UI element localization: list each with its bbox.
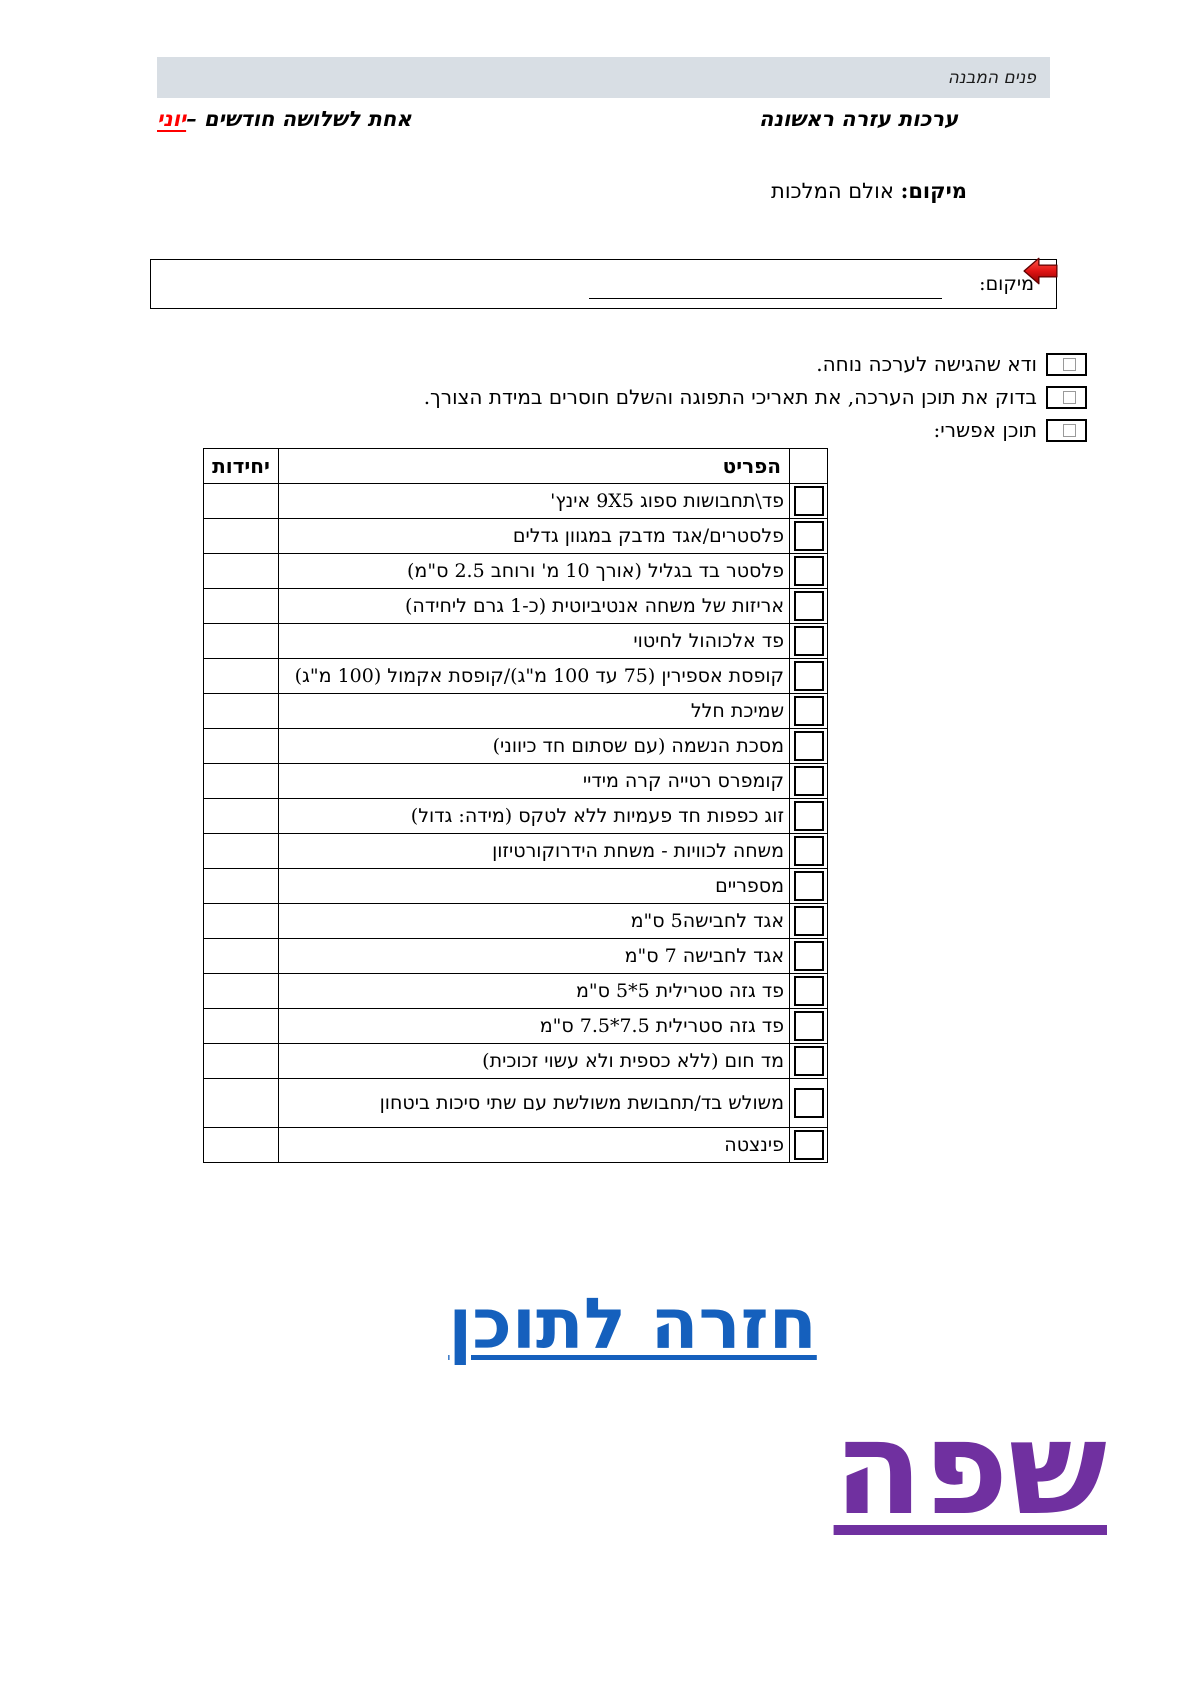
item-units-cell — [204, 1079, 279, 1128]
item-checkbox-cell — [790, 624, 828, 659]
item-checkbox-cell — [790, 589, 828, 624]
item-checkbox-cell — [790, 834, 828, 869]
item-units-cell — [204, 869, 279, 904]
table-row — [204, 869, 828, 904]
location-heading-label: מיקום: — [900, 178, 967, 203]
item-checkbox-cell — [790, 484, 828, 519]
item-checkbox[interactable] — [794, 976, 824, 1006]
item-name-cell: אגד לחבישה 7 ס"מ — [278, 939, 789, 974]
inspection-checklist — [424, 352, 1087, 451]
checkbox[interactable] — [1046, 353, 1087, 376]
item-checkbox[interactable] — [794, 626, 824, 656]
item-checkbox-cell — [790, 1009, 828, 1044]
item-checkbox-cell — [790, 939, 828, 974]
subheader-row — [157, 106, 958, 131]
item-checkbox[interactable] — [794, 836, 824, 866]
item-units-cell — [204, 939, 279, 974]
item-name-cell: אריזות של משחה אנטיביוטית (כ-1 גרם ליחידה) — [278, 589, 789, 624]
item-checkbox[interactable] — [794, 696, 824, 726]
item-checkbox-cell — [790, 869, 828, 904]
item-name-cell: פלסטר בד בגליל (אורך 10 מ' ורוחב 2.5 ס"מ) — [278, 554, 789, 589]
table-header-row — [204, 449, 828, 484]
item-name-cell: שמיכת חלל — [278, 694, 789, 729]
frequency-prefix: אחת לשלושה חודשים – — [186, 106, 412, 131]
item-checkbox-cell — [790, 554, 828, 589]
item-name-cell: פד גזה סטרילית 7.5*7.5 ס"מ — [278, 1009, 789, 1044]
item-name-cell: פד גזה סטרילית 5*5 ס"מ — [278, 974, 789, 1009]
item-units-cell — [204, 624, 279, 659]
item-checkbox-cell — [790, 764, 828, 799]
document-title: ערכות עזרה ראשונה — [759, 106, 958, 131]
table-row — [204, 589, 828, 624]
table-row — [204, 729, 828, 764]
item-checkbox[interactable] — [794, 801, 824, 831]
location-heading — [771, 178, 967, 203]
item-units-cell — [204, 974, 279, 1009]
table-row — [204, 1128, 828, 1163]
item-checkbox[interactable] — [794, 871, 824, 901]
checkbox-inner-box — [1063, 358, 1076, 371]
item-name-cell: מספריים — [278, 869, 789, 904]
section-header-label: פנים המבנה — [947, 67, 1036, 88]
item-checkbox[interactable] — [794, 661, 824, 691]
checklist-text: בדוק את תוכן הערכה, את תאריכי התפוגה והשלם חוסרים במידת הצורך. — [423, 385, 1037, 409]
item-checkbox-cell — [790, 1128, 828, 1163]
item-name-cell: קומפרס רטייה קרה מידיי — [278, 764, 789, 799]
item-units-cell — [204, 1044, 279, 1079]
item-checkbox-cell — [790, 659, 828, 694]
table-row — [204, 904, 828, 939]
item-checkbox-cell — [790, 904, 828, 939]
item-name-cell: זוג כפפות חד פעמיות ללא לטקס (מידה: גדול) — [278, 799, 789, 834]
item-units-cell — [204, 834, 279, 869]
checkbox-inner-box — [1063, 391, 1076, 404]
table-row — [204, 764, 828, 799]
item-checkbox[interactable] — [794, 556, 824, 586]
checklist-row — [424, 385, 1087, 409]
table-row — [204, 694, 828, 729]
item-name-cell: פלסטרים/אגד מדבק במגוון גדלים — [278, 519, 789, 554]
table-row — [204, 659, 828, 694]
item-name-cell: מסכת הנשמה (עם שסתום חד כיווני) — [278, 729, 789, 764]
back-to-contents-link[interactable]: חזרה לתוכן — [448, 1282, 817, 1365]
item-checkbox[interactable] — [794, 766, 824, 796]
frequency-text — [157, 106, 412, 131]
item-name-cell: משחה לכוויות - משחת הידרוקורטיזון — [278, 834, 789, 869]
kit-contents-table — [203, 448, 828, 1163]
item-checkbox-cell — [790, 1079, 828, 1128]
table-row — [204, 519, 828, 554]
item-name-cell: פד אלכוהול לחיטוי — [278, 624, 789, 659]
item-checkbox-cell — [790, 729, 828, 764]
item-name-cell: פינצטה — [278, 1128, 789, 1163]
item-units-cell — [204, 659, 279, 694]
item-units-cell — [204, 799, 279, 834]
item-checkbox[interactable] — [794, 521, 824, 551]
item-units-cell — [204, 1128, 279, 1163]
item-name-cell: פד\תחבושות ספוג 9X5 אינץ' — [278, 484, 789, 519]
table-row — [204, 484, 828, 519]
item-units-cell — [204, 554, 279, 589]
item-name-cell: קופסת אספירין (75 עד 100 מ"ג)/קופסת אקמול (100 מ"ג) — [278, 659, 789, 694]
checklist-row — [424, 352, 1087, 376]
checklist-row — [424, 418, 1087, 442]
item-units-cell — [204, 764, 279, 799]
checklist-text: ודא שהגישה לערכה נוחה. — [816, 352, 1037, 376]
section-header-bar — [157, 57, 1050, 98]
checkbox-column-header — [790, 449, 828, 484]
language-link[interactable]: שפה — [833, 1391, 1107, 1544]
location-heading-value: אולם המלכות — [771, 179, 894, 203]
location-box-label: מיקום: — [979, 273, 1034, 295]
item-checkbox[interactable] — [794, 1088, 824, 1118]
item-checkbox[interactable] — [794, 486, 824, 516]
location-fill-in-box — [150, 259, 1057, 309]
units-column-header: יחידות — [204, 449, 279, 484]
item-checkbox[interactable] — [794, 906, 824, 936]
table-row — [204, 834, 828, 869]
item-checkbox[interactable] — [794, 591, 824, 621]
item-checkbox-cell — [790, 974, 828, 1009]
item-checkbox[interactable] — [794, 941, 824, 971]
item-units-cell — [204, 694, 279, 729]
item-checkbox[interactable] — [794, 1130, 824, 1160]
table-row — [204, 624, 828, 659]
item-units-cell — [204, 589, 279, 624]
table-row — [204, 799, 828, 834]
item-checkbox[interactable] — [794, 1046, 824, 1076]
item-checkbox[interactable] — [794, 731, 824, 761]
item-name-cell: אגד לחבישה5 ס"מ — [278, 904, 789, 939]
item-checkbox-cell — [790, 694, 828, 729]
table-row — [204, 1079, 828, 1128]
item-name-cell: משולש בד/תחבושת משולשת עם שתי סיכות ביטחון — [278, 1079, 789, 1128]
item-checkbox-cell — [790, 519, 828, 554]
item-units-cell — [204, 1009, 279, 1044]
item-checkbox[interactable] — [794, 1011, 824, 1041]
item-checkbox-cell — [790, 1044, 828, 1079]
checkbox-inner-box — [1063, 424, 1076, 437]
checkbox[interactable] — [1046, 419, 1087, 442]
table-row — [204, 974, 828, 1009]
item-units-cell — [204, 484, 279, 519]
table-row — [204, 939, 828, 974]
item-units-cell — [204, 519, 279, 554]
table-row — [204, 1044, 828, 1079]
table-row — [204, 554, 828, 589]
checkbox[interactable] — [1046, 386, 1087, 409]
item-column-header: הפריט — [278, 449, 789, 484]
item-units-cell — [204, 904, 279, 939]
frequency-month-link[interactable]: יוני — [157, 106, 187, 131]
checklist-text: תוכן אפשרי: — [933, 418, 1037, 442]
table-row — [204, 1009, 828, 1044]
item-checkbox-cell — [790, 799, 828, 834]
item-name-cell: מד חום (ללא כספית ולא עשוי זכוכית) — [278, 1044, 789, 1079]
location-fill-in-line[interactable] — [589, 298, 942, 299]
item-units-cell — [204, 729, 279, 764]
